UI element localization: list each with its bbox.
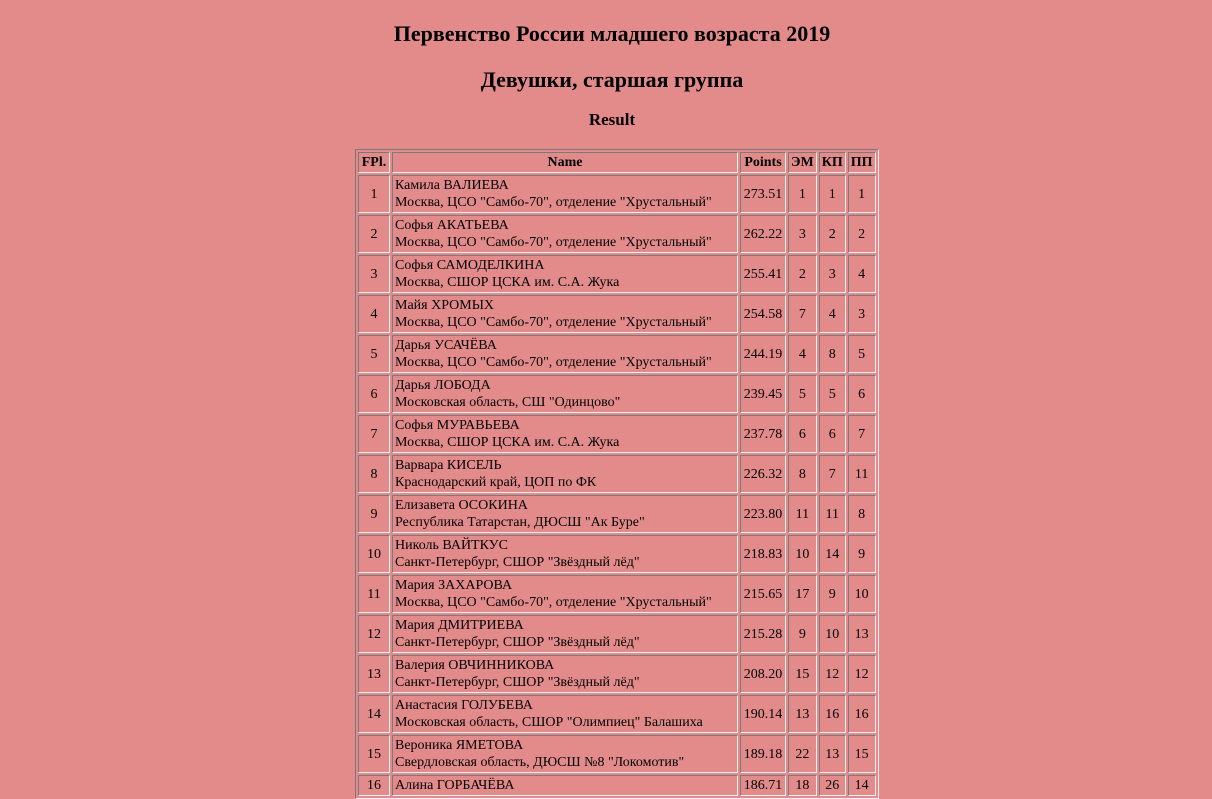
- pp-cell: 13: [848, 615, 876, 653]
- points-cell: 223.80: [740, 495, 786, 533]
- place-cell: 16: [358, 775, 390, 796]
- points-cell: 189.18: [740, 735, 786, 773]
- place-cell: 14: [358, 695, 390, 733]
- kp-cell: 9: [819, 575, 846, 613]
- points-cell: 262.22: [740, 215, 786, 253]
- page-title: Первенство России младшего возраста 2019: [393, 21, 831, 46]
- results-table: [355, 149, 879, 799]
- name-cell: [392, 455, 738, 493]
- table-row: [358, 415, 876, 453]
- points-cell: 208.20: [740, 655, 786, 693]
- skater-name: Софья МУРАВЬЕВА: [395, 418, 520, 433]
- em-cell: 18: [788, 775, 817, 796]
- pp-cell: 11: [848, 455, 876, 493]
- kp-cell: 3: [819, 255, 846, 293]
- skater-club: Москва, ЦСО "Самбо-70", отделение "Хрустальный": [395, 195, 712, 210]
- points-cell: 215.65: [740, 575, 786, 613]
- skater-name: Дарья УСАЧЁВА: [395, 338, 497, 353]
- em-cell: 7: [788, 295, 817, 333]
- place-cell: 10: [358, 535, 390, 573]
- points-cell: 239.45: [740, 375, 786, 413]
- skater-club: Москва, СШОР ЦСКА им. С.А. Жука: [395, 435, 620, 450]
- points-cell: 215.28: [740, 615, 786, 653]
- place-cell: 5: [358, 335, 390, 373]
- pp-cell: 3: [848, 295, 876, 333]
- skater-name: Николь ВАЙТКУС: [395, 538, 508, 553]
- table-row: [358, 735, 876, 773]
- skater-club: Краснодарский край, ЦОП по ФК: [395, 475, 597, 490]
- name-cell: [392, 735, 738, 773]
- em-cell: 6: [788, 415, 817, 453]
- place-cell: 13: [358, 655, 390, 693]
- place-cell: 7: [358, 415, 390, 453]
- table-body: [358, 175, 876, 796]
- points-cell: 190.14: [740, 695, 786, 733]
- kp-cell: 7: [819, 455, 846, 493]
- place-cell: 11: [358, 575, 390, 613]
- place-cell: 9: [358, 495, 390, 533]
- kp-cell: 11: [819, 495, 846, 533]
- table-row: [358, 455, 876, 493]
- pp-cell: 9: [848, 535, 876, 573]
- name-cell: [392, 175, 738, 213]
- table-row: [358, 695, 876, 733]
- name-cell: [392, 295, 738, 333]
- skater-name: Дарья ЛОБОДА: [395, 378, 491, 393]
- place-cell: 4: [358, 295, 390, 333]
- skater-club: Москва, ЦСО "Самбо-70", отделение "Хрустальный": [395, 235, 712, 250]
- place-cell: 12: [358, 615, 390, 653]
- name-cell: [392, 215, 738, 253]
- skater-club: Москва, СШОР ЦСКА им. С.А. Жука: [395, 275, 620, 290]
- em-cell: 3: [788, 215, 817, 253]
- kp-cell: 4: [819, 295, 846, 333]
- place-cell: 15: [358, 735, 390, 773]
- pp-cell: 16: [848, 695, 876, 733]
- skater-club: Московская область, СШОР "Олимпиец" Балашиха: [395, 715, 703, 730]
- skater-name: Алина ГОРБАЧЁВА: [395, 778, 515, 793]
- name-cell: [392, 415, 738, 453]
- table-row: [358, 655, 876, 693]
- name-cell: [392, 615, 738, 653]
- table-row: [358, 495, 876, 533]
- skater-name: Софья САМОДЕЛКИНА: [395, 258, 545, 273]
- name-cell: [392, 695, 738, 733]
- skater-club: Свердловская область, ДЮСШ №8 "Локомотив": [395, 755, 685, 770]
- skater-club: Московская область, СШ "Одинцово": [395, 395, 621, 410]
- pp-cell: 14: [848, 775, 876, 796]
- kp-cell: 2: [819, 215, 846, 253]
- name-cell: [392, 255, 738, 293]
- pp-cell: 15: [848, 735, 876, 773]
- kp-cell: 12: [819, 655, 846, 693]
- skater-name: Софья АКАТЬЕВА: [395, 218, 509, 233]
- pp-cell: 12: [848, 655, 876, 693]
- em-cell: 9: [788, 615, 817, 653]
- table-row: [358, 575, 876, 613]
- name-cell: [392, 655, 738, 693]
- kp-cell: 10: [819, 615, 846, 653]
- em-cell: 4: [788, 335, 817, 373]
- kp-cell: 13: [819, 735, 846, 773]
- header-pp: ПП: [848, 152, 876, 173]
- table-header-row: [358, 152, 876, 173]
- kp-cell: 26: [819, 775, 846, 796]
- header-kp: КП: [819, 152, 846, 173]
- pp-cell: 1: [848, 175, 876, 213]
- place-cell: 8: [358, 455, 390, 493]
- kp-cell: 16: [819, 695, 846, 733]
- skater-club: Санкт-Петербург, СШОР "Звёздный лёд": [395, 675, 640, 690]
- em-cell: 15: [788, 655, 817, 693]
- kp-cell: 5: [819, 375, 846, 413]
- em-cell: 17: [788, 575, 817, 613]
- name-cell: [392, 335, 738, 373]
- name-cell: [392, 775, 738, 796]
- place-cell: 1: [358, 175, 390, 213]
- name-cell: [392, 535, 738, 573]
- place-cell: 2: [358, 215, 390, 253]
- pp-cell: 8: [848, 495, 876, 533]
- em-cell: 1: [788, 175, 817, 213]
- skater-name: Валерия ОВЧИННИКОВА: [395, 658, 555, 673]
- table-row: [358, 535, 876, 573]
- section-heading: Result: [588, 110, 636, 129]
- points-cell: 186.71: [740, 775, 786, 796]
- em-cell: 13: [788, 695, 817, 733]
- name-cell: [392, 495, 738, 533]
- kp-cell: 8: [819, 335, 846, 373]
- header-points: Points: [740, 152, 786, 173]
- skater-club: Санкт-Петербург, СШОР "Звёздный лёд": [395, 555, 640, 570]
- header-place: FPl.: [358, 152, 390, 173]
- skater-name: Мария ЗАХАРОВА: [395, 578, 513, 593]
- points-cell: 237.78: [740, 415, 786, 453]
- skater-club: Санкт-Петербург, СШОР "Звёздный лёд": [395, 635, 640, 650]
- em-cell: 5: [788, 375, 817, 413]
- pp-cell: 5: [848, 335, 876, 373]
- skater-club: Республика Татарстан, ДЮСШ "Ак Буре": [395, 515, 645, 530]
- name-cell: [392, 375, 738, 413]
- category-subtitle: Девушки, старшая группа: [480, 67, 744, 92]
- table-row: [358, 775, 876, 796]
- header-name: Name: [392, 152, 738, 173]
- table-row: [358, 215, 876, 253]
- skater-club: Москва, ЦСО "Самбо-70", отделение "Хрустальный": [395, 355, 712, 370]
- pp-cell: 2: [848, 215, 876, 253]
- pp-cell: 6: [848, 375, 876, 413]
- em-cell: 11: [788, 495, 817, 533]
- table-row: [358, 615, 876, 653]
- points-cell: 244.19: [740, 335, 786, 373]
- kp-cell: 6: [819, 415, 846, 453]
- em-cell: 10: [788, 535, 817, 573]
- em-cell: 2: [788, 255, 817, 293]
- skater-name: Елизавета ОСОКИНА: [395, 498, 528, 513]
- em-cell: 22: [788, 735, 817, 773]
- points-cell: 226.32: [740, 455, 786, 493]
- points-cell: 218.83: [740, 535, 786, 573]
- skater-name: Майя ХРОМЫХ: [395, 298, 495, 313]
- pp-cell: 4: [848, 255, 876, 293]
- skater-name: Варвара КИСЕЛЬ: [395, 458, 502, 473]
- skater-name: Анастасия ГОЛУБЕВА: [395, 698, 533, 713]
- header-em: ЭМ: [788, 152, 817, 173]
- table-row: [358, 175, 876, 213]
- place-cell: 6: [358, 375, 390, 413]
- kp-cell: 14: [819, 535, 846, 573]
- skater-club: Москва, ЦСО "Самбо-70", отделение "Хрустальный": [395, 315, 712, 330]
- skater-name: Вероника ЯМЕТОВА: [395, 738, 524, 753]
- points-cell: 273.51: [740, 175, 786, 213]
- points-cell: 254.58: [740, 295, 786, 333]
- table-row: [358, 335, 876, 373]
- points-cell: 255.41: [740, 255, 786, 293]
- skater-name: Мария ДМИТРИЕВА: [395, 618, 524, 633]
- em-cell: 8: [788, 455, 817, 493]
- skater-club: Москва, ЦСО "Самбо-70", отделение "Хрустальный": [395, 595, 712, 610]
- table-row: [358, 375, 876, 413]
- skater-name: Камила ВАЛИЕВА: [395, 178, 509, 193]
- table-row: [358, 295, 876, 333]
- pp-cell: 7: [848, 415, 876, 453]
- kp-cell: 1: [819, 175, 846, 213]
- table-row: [358, 255, 876, 293]
- pp-cell: 10: [848, 575, 876, 613]
- place-cell: 3: [358, 255, 390, 293]
- name-cell: [392, 575, 738, 613]
